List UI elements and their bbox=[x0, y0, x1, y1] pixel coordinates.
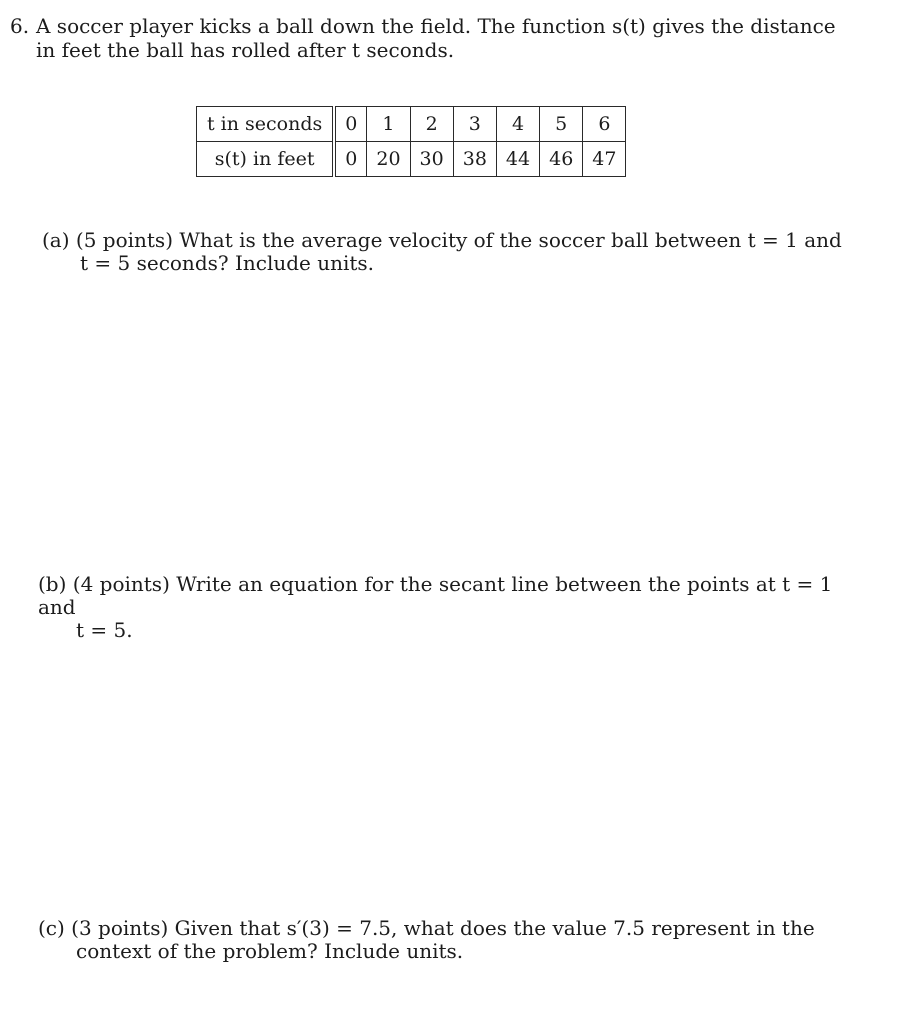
s-cell: 0 bbox=[334, 142, 367, 177]
part-b-line-1: (b) (4 points) Write an equation for the secant line between the points at t = 1 and bbox=[38, 572, 833, 619]
data-table bbox=[196, 106, 626, 177]
t-cell: 1 bbox=[367, 107, 410, 142]
problem-text-line-2: in feet the ball has rolled after t seconds. bbox=[36, 38, 455, 62]
problem-number: 6. bbox=[10, 14, 30, 38]
part-a-line-1: (a) (5 points) What is the average velocity of the soccer ball between t = 1 and bbox=[42, 228, 842, 252]
s-cell: 30 bbox=[410, 142, 453, 177]
t-cell: 4 bbox=[496, 107, 539, 142]
s-cell: 47 bbox=[583, 142, 626, 177]
table-row-s bbox=[197, 142, 626, 177]
part-a-line-2: t = 5 seconds? Include units. bbox=[80, 251, 375, 275]
t-cell: 3 bbox=[453, 107, 496, 142]
part-c-question bbox=[38, 917, 858, 963]
part-c-line-2: context of the problem? Include units. bbox=[76, 939, 464, 963]
row-header-s: s(t) in feet bbox=[197, 142, 335, 177]
part-b-question bbox=[38, 573, 858, 642]
t-cell: 0 bbox=[334, 107, 367, 142]
s-cell: 46 bbox=[540, 142, 583, 177]
part-a-question bbox=[42, 229, 862, 275]
s-cell: 38 bbox=[453, 142, 496, 177]
s-cell: 20 bbox=[367, 142, 410, 177]
t-cell: 5 bbox=[540, 107, 583, 142]
s-cell: 44 bbox=[496, 142, 539, 177]
problem-line-1 bbox=[10, 14, 870, 38]
row-header-t: t in seconds bbox=[197, 107, 335, 142]
part-c-line-1: (c) (3 points) Given that s′(3) = 7.5, what does the value 7.5 represent in the bbox=[38, 916, 815, 940]
t-cell: 2 bbox=[410, 107, 453, 142]
part-b-line-2: t = 5. bbox=[76, 618, 133, 642]
problem-statement bbox=[10, 14, 870, 62]
t-cell: 6 bbox=[583, 107, 626, 142]
problem-text-line-1: A soccer player kicks a ball down the field. The function s(t) gives the distance bbox=[36, 14, 836, 38]
table-row-t bbox=[197, 107, 626, 142]
